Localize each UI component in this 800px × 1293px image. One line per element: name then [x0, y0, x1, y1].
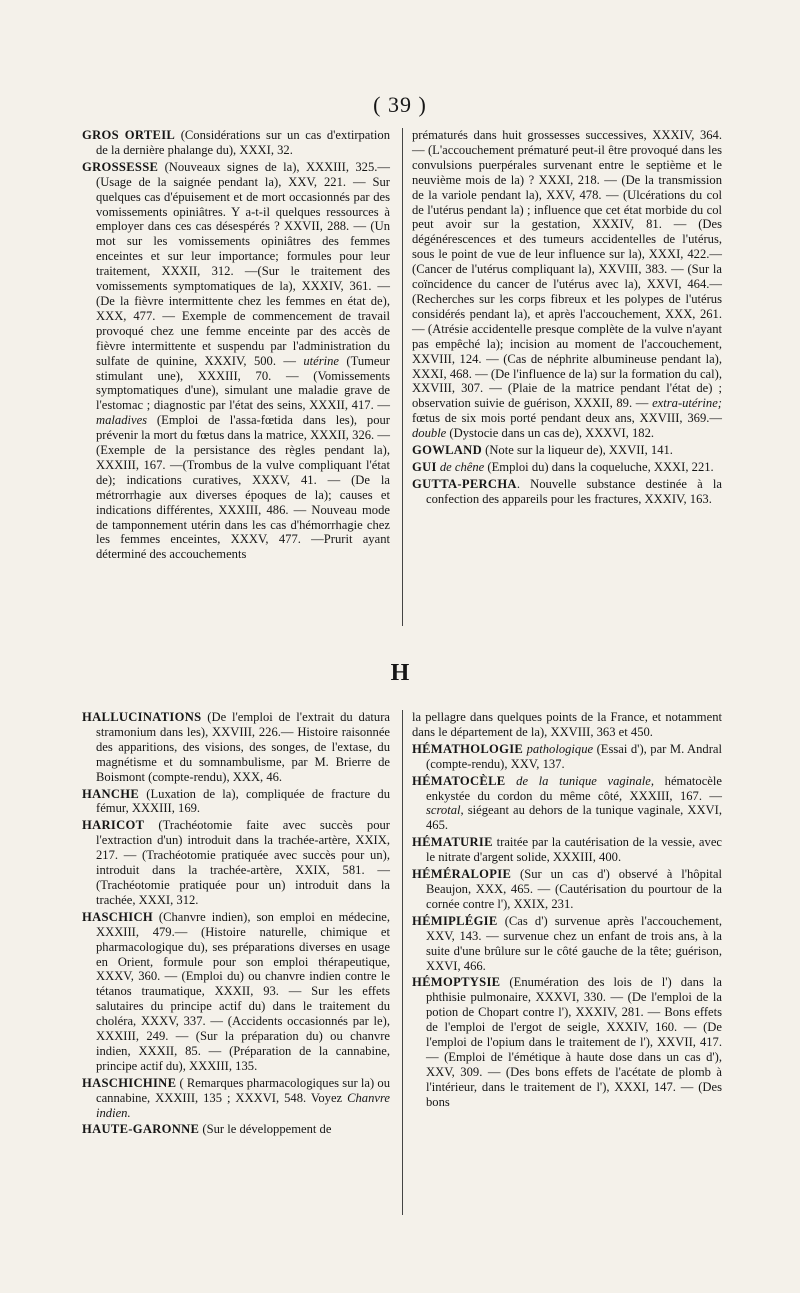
entry-text: (Note sur la liqueur de), XXVII, 141.: [481, 443, 673, 458]
index-entry: [412, 867, 722, 912]
entry-text: double: [412, 426, 447, 441]
entry-text: fœtus de six mois porté pendant deux ans, XXVIII, 369.—: [412, 411, 722, 426]
entry-text: (Dystocie dans un cas de), XXXVI, 182.: [446, 426, 655, 441]
entry-headword: HÉMOPTYSIE: [412, 975, 501, 990]
entry-headword: HAUTE-GARONNE: [82, 1122, 200, 1137]
entry-text: (De l'emploi de l'extrait du datura stramonium dans les), XXVIII, 226.— Histoire raisonnée des apparitions, des visions, des songes, de l'extase, du magnétisme et du somnambulisme, par M. Brierre de Boismont (compte-rendu), XXX, 46.: [96, 710, 390, 784]
entry-headword: GOWLAND: [412, 443, 482, 458]
index-entry: [82, 787, 390, 817]
entry-headword: HASCHICHINE: [82, 1075, 177, 1090]
entry-text: (Enumération des lois de l') dans la phthisie pulmonaire, XXXVI, 330. — (De l'emploi de la potion de Chopart contre l'), XXXIV, 281. — Bons effets de l'emploi de l'ergot de seigle, XXXIV, 160. — (De l'emploi de l'opium dans le traitement de l'), XXVII, 417. — (Emploi de l'émétique à haute dose dans un cas d'), XXV, 309. — (Des bons effets de l'acétate de plomb à l'intérieur, dans le traitement de l'), XXXI, 147. — (Des bons: [426, 975, 722, 1109]
entry-text: (Considérations sur un cas d'extirpation de la dernière phalange du), XXXI, 32.: [96, 128, 390, 157]
entry-headword: HÉMIPLÉGIE: [412, 913, 498, 928]
entry-text: prématurés dans huit grossesses successives, XXXIV, 364. — (L'accouchement prématuré peut-il être provoqué dans les convulsions puerpérales survenant entre le septième et le neuvième mois de la) ? XXXI, 218. — (De la transmission de la variole pendant la), XXV, 478. — (Ulcérations du col de l'utérus pendant la) ; influence que cet état morbide du col peut avoir sur la gestation, XXXIV, 81. — (Des dégénérescences et des tumeurs accidentelles de l'utérus, sous le point de vue de leur influence sur la), XXXI, 422.—(Cancer de l'utérus compliquant la), XXVIII, 383. — (Sur la coïncidence du cancer de l'utérus avec la), XXVI, 464.—(Recherches sur les corps fibreux et les polypes de l'utérus considérés pendant la), et après l'accouchement, XXX, 261. — (Atrésie accidentelle presque complète de la vulve n'ayant pas empêché la); incision au moment de l'accouchement, XXVIII, 124. — (Cas de néphrite albumineuse pendant la), XXXI, 468. — (De l'influence de la) sur la formation du cal), XXVIII, 307. — (Plaie de la matrice pendant l'état de) ; observation suivie de guérison, XXXII, 89. —: [412, 128, 722, 411]
entry-text: (Emploi de l'assa-fœtida dans les), pour prévenir la mort du fœtus dans la matrice, XXXII, 326. —(Exemple de la persistance des règles pendant la), XXXIII, 167. —(Trombus de la vulve compliquant l'état de); indications curatives, XXXV, 41. — (De la métrorrhagie aux diverses époques de la); causes et indications différentes, XXXIII, 486. — Nouveau mode de tamponnement utérin dans les cas d'hémorrhagie chez les femmes enceintes, XXXV, 477. —Prurit ayant déterminé des accouchements: [96, 413, 390, 562]
index-entry: [412, 460, 722, 475]
index-entry: [412, 774, 722, 834]
entry-text: (Sur un cas d') observé à l'hôpital Beaujon, XXX, 465. — (Cautérisation du pourtour de la cornée contre l'), XXIX, 231.: [426, 867, 722, 911]
column-top-left: [82, 128, 390, 564]
column-top-right: [412, 128, 722, 509]
entry-text: (Tumeur stimulant une), XXXIII, 70. — (Vomissements symptomatiques d'une), simulant une maladie grave de l'estomac ; diagnostic par l'état des seins, XXXII, 417. —: [96, 353, 391, 413]
index-entry: [82, 710, 390, 785]
entry-headword: HALLUCINATIONS: [82, 710, 202, 724]
index-entry: [412, 914, 722, 974]
entry-headword: GUI: [412, 459, 437, 474]
entry-text: utérine: [303, 353, 340, 368]
entry-text: (Luxation de la), compliquée de fracture du fémur, XXXIII, 169.: [96, 786, 390, 816]
index-entry: [412, 710, 722, 740]
entry-text: traitée par la cautérisation de la vessie, avec le nitrate d'argent solide, XXXIII, 400.: [426, 835, 722, 865]
entry-text: (Essai d'), par M. Andral (compte-rendu), XXV, 137.: [426, 741, 722, 771]
index-entry: [412, 742, 722, 772]
index-entry: [412, 128, 722, 441]
entry-text: . Nouvelle substance destinée à la confection des appareils pour les fractures, XXXIV, 163.: [426, 476, 722, 506]
entry-text: (Nouveaux signes de la), XXXIII, 325.—(Usage de la saignée pendant la), XXV, 221. — Sur quelques cas d'épuisement et de mort occasionnés par des vomissements opiniâtres. Y a-t-il quelques ressources à employer dans ces cas désespérés ? XXVII, 288. — (Un mot sur les vomissements opiniâtres des femmes enceintes et sur leur importance; formules pour leur traitement, XXXII, 312. —(Sur le traitement des vomissements symptomatiques de la), XXXIV, 361. — (De la fièvre intermittente chez les femmes en état de), XXX, 477. — Exemple de commencement de travail provoqué chez une femme enceinte par des accès de fièvre intermittente et suspendu par l'administration du sulfate de quinine, XXXIV, 500. —: [96, 159, 390, 368]
entry-text: extra-utérine;: [652, 396, 722, 411]
entry-headword: HÉMÉRALOPIE: [412, 867, 512, 882]
entry-headword: HÉMATOCÈLE: [412, 773, 506, 788]
entry-text: (Chanvre indien), son emploi en médecine, XXXIII, 479.— (Histoire naturelle, chimique et pharmacologique du), ses préparations diverses en usage en Orient, formule pour son emploi thérapeutique, XXXV, 360. — (Emploi du) ou chanvre indien contre le tétanos traumatique, XXXII, 93. — Sur les effets salutaires du principe actif du) dans le traitement du choléra, XXXV, 337. — (Accidents occasionnés par le), XXXIII, 249. — (Sur la préparation du) ou chanvre indien, XXXII, 85. — (Préparation de la cannabine, principe actif du), XXXIII, 135.: [96, 909, 390, 1073]
index-entry: [412, 835, 722, 865]
index-entry: [412, 443, 722, 458]
entry-text: ( Remarques pharmacologiques sur la) ou cannabine, XXXIII, 135 ; XXXVI, 548. Voyez: [96, 1075, 390, 1105]
entry-text: (Cas d') survenue après l'accouchement, XXV, 143. — survenue chez un enfant de trois ans, à la suite d'une brûlure sur le côté gauche de la tête; guérison, XXVI, 466.: [426, 913, 722, 973]
entry-headword: HÉMATURIE: [412, 835, 493, 850]
index-entry: [412, 477, 722, 507]
entry-headword: GUTTA-PERCHA: [412, 476, 517, 491]
entry-text: (Emploi du) dans la coqueluche, XXXI, 221.: [484, 459, 714, 474]
entry-headword: HÉMATHOLOGIE: [412, 741, 524, 756]
entry-headword: GROSSESSE: [82, 159, 159, 174]
entry-text: pathologique: [523, 741, 594, 756]
index-entry: [82, 1076, 390, 1121]
entry-headword: HASCHICH: [82, 909, 153, 924]
entry-text: hématocèle enkystée du cordon du même côté, XXXIII, 167. —: [426, 773, 722, 803]
entry-headword: HANCHE: [82, 786, 140, 801]
page-number: ( 39 ): [373, 92, 427, 117]
entry-text: de chêne: [436, 459, 485, 474]
index-entry: [82, 160, 390, 562]
index-entry: [412, 975, 722, 1109]
column-bottom-right: [412, 710, 722, 1112]
index-entry: [82, 128, 390, 158]
entry-text: siégeant au dehors de la tunique vaginale, XXVI, 465.: [426, 803, 722, 833]
entry-headword: GROS ORTEIL: [82, 128, 176, 142]
index-entry: [82, 1122, 390, 1137]
entry-text: Chanvre indien.: [96, 1090, 390, 1120]
column-bottom-left: [82, 710, 390, 1139]
entry-headword: HARICOT: [82, 818, 145, 833]
entry-text: maladives: [96, 413, 148, 428]
entry-text: (Sur le développement de: [199, 1122, 332, 1137]
index-entry: [82, 910, 390, 1074]
entry-text: (Trachéotomie faite avec succès pour l'extraction d'un) introduit dans la trachée-artère, XXIX, 217. — (Trachéotomie pratiquée avec succès pour un), introduit dans la trachée-artère, XXIX, 581. — (Trachéotomie pratiquée pour un) introduit dans la trachée, XXXI, 312.: [96, 818, 390, 907]
index-entry: [82, 818, 390, 907]
entry-text: la pellagre dans quelques points de la France, et notamment dans le département de la), XXVIII, 363 et 450.: [412, 710, 722, 739]
column-divider-top: [402, 128, 403, 626]
column-divider-bottom: [402, 710, 403, 1215]
section-letter: H: [390, 660, 410, 686]
entry-text: scrotal,: [426, 803, 464, 818]
entry-text: de la tunique vaginale,: [505, 773, 655, 788]
